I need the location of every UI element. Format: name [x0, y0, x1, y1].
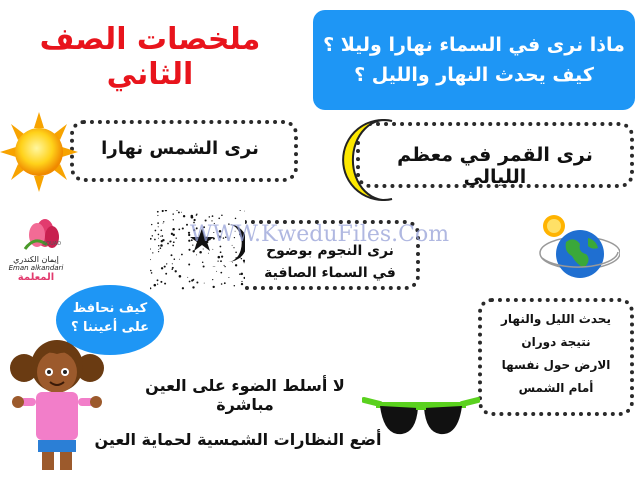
question-line-1: ماذا نرى في السماء نهارا وليلا ؟ — [323, 34, 625, 56]
watermark-text: WWW.KweduFiles.Com — [190, 222, 450, 247]
sunglasses-icon — [362, 392, 480, 442]
logo-subtitle: المعلمة — [17, 272, 55, 283]
earth-card-line-4: أمام الشمس — [518, 381, 594, 395]
earth-orbit-icon — [530, 208, 620, 288]
crescent-moon-icon — [332, 115, 404, 205]
tip-1: لا أسلط الضوء على العين مباشرة — [145, 376, 345, 414]
sun-icon — [0, 112, 78, 192]
page-title: ملخصات الصف الثاني — [39, 22, 261, 92]
logo-name-ar: إيمان الكندري — [13, 255, 59, 264]
sun-card-text: نرى الشمس نهارا — [101, 138, 259, 159]
stars-card-line-1: نرى النجوم بوضوح — [266, 243, 394, 259]
question-box — [313, 10, 635, 110]
tip-2: أضع النظارات الشمسية لحماية العين — [94, 430, 382, 449]
teacher-logo — [5, 215, 67, 285]
moon-card-text: نرى القمر في معظم الليالي — [397, 144, 593, 188]
earth-card-line-1: يحدث الليل والنهار — [501, 312, 611, 326]
logo-top-text: SOUAD — [43, 241, 62, 247]
earth-card-line-2: نتيجة دوران — [521, 335, 591, 349]
girl-character-icon — [2, 320, 112, 480]
question-line-2: كيف يحدث النهار والليل ؟ — [354, 64, 594, 86]
bubble-line-2: على أعيننا ؟ — [70, 320, 150, 335]
bubble-line-1: كيف نحافظ — [72, 301, 148, 316]
earth-card-line-3: الارض حول نفسها — [501, 358, 611, 372]
logo-name-en: Eman alkandari — [8, 264, 64, 272]
stars-card-line-2: في السماء الصافية — [264, 265, 396, 281]
earth-card-text — [486, 308, 626, 400]
